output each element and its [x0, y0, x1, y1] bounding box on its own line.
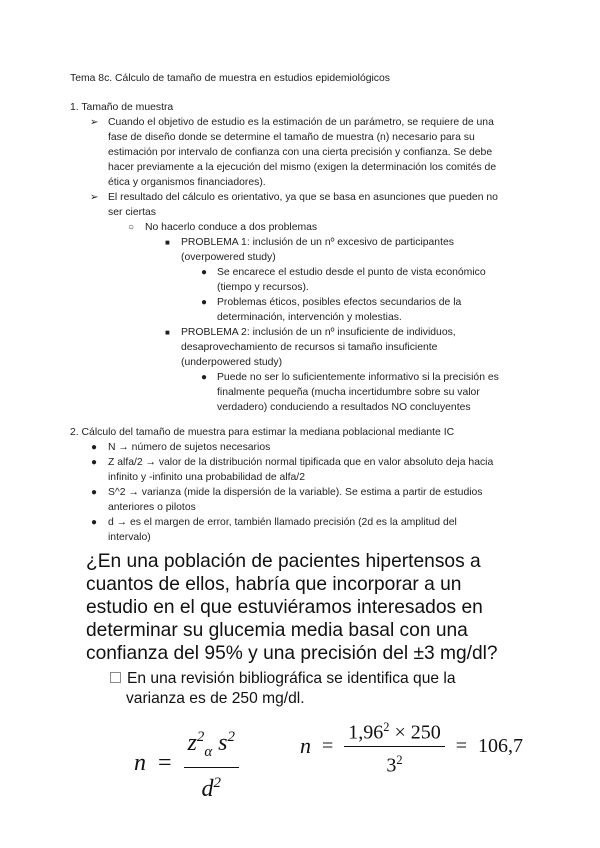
- section-1-heading: 1. Tamaño de muestra: [70, 102, 174, 113]
- sub-item: No hacerlo conduce a dos problemas: [145, 222, 318, 233]
- definition-line: intervalo): [108, 532, 151, 543]
- formula-equals: =: [322, 735, 334, 758]
- formula-variable-n: n: [134, 749, 146, 776]
- question-line: cuantos de ellos, habría que incorporar a un: [86, 574, 462, 595]
- list-item-line: verdadero) conduciendo a resultados NO concluyentes: [217, 402, 471, 413]
- problem-2-line: PROBLEMA 2: inclusión de un nº insuficiente de individuos,: [181, 327, 456, 338]
- formula-fraction: $\frac{1,96^2 \times 250}{3^2}$: [344, 714, 444, 778]
- circle-bullet-icon: ○: [128, 222, 135, 233]
- paragraph-line: hacer previamente a la ejecución del mismo (exigen la determinación los comités de: [108, 162, 497, 173]
- problem-2-line: desaprovechamiento de recursos si tamaño insuficiente: [181, 342, 438, 353]
- arrow-bullet-icon: ➢: [90, 192, 99, 203]
- question-line: determinar su glucemia media basal con una: [86, 620, 468, 641]
- definition-line: Z alfa/2 → valor de la distribución normal tipificada que en valor absoluto deja hacia: [108, 457, 494, 468]
- list-item-line: Puede no ser lo suficientemente informativo si la precisión es: [217, 372, 499, 383]
- list-item-line: Se encarece el estudio desde el punto de vista económico: [217, 267, 486, 278]
- definition-line: infinito y -infinito una probabilidad de alfa/2: [108, 472, 305, 483]
- problem-2-line: (underpowered study): [181, 357, 283, 368]
- paragraph-line: ética y organismos financiadores).: [108, 177, 266, 188]
- list-item-line: (tiempo y recursos).: [217, 282, 309, 293]
- problem-1-line: PROBLEMA 1: inclusión de un nº excesivo de participantes: [181, 237, 454, 248]
- formula-variable-n: n: [300, 733, 311, 759]
- question-line: confianza del 95% y una precisión del ±3 mg/dl?: [86, 643, 498, 664]
- square-bullet-icon: [110, 672, 121, 683]
- paragraph-line: El resultado del cálculo es orientativo, ya que se basa en asunciones que pueden no: [108, 192, 498, 203]
- definition-line: S^2 → varianza (mide la dispersión de la variable). Se estima a partir de estudios: [108, 487, 483, 498]
- square-bullet-icon: ■: [165, 238, 170, 247]
- answer-line: varianza es de 250 mg/dl.: [126, 690, 305, 707]
- problem-1-line: (overpowered study): [181, 252, 276, 263]
- dot-bullet-icon: ●: [91, 487, 98, 498]
- paragraph-line: Cuando el objetivo de estudio es la estimación de un parámetro, se requiere de una: [108, 117, 494, 128]
- dot-bullet-icon: ●: [91, 457, 98, 468]
- definition-line: d → es el margen de error, también llamado precisión (2d es la amplitud del: [108, 517, 457, 528]
- list-item-line: finalmente pequeña (mucha incertidumbre sobre su valor: [217, 387, 480, 398]
- list-item-line: determinación, intervención y molestias.: [217, 312, 402, 323]
- dot-bullet-icon: ●: [201, 267, 208, 278]
- document-title: Tema 8c. Cálculo de tamaño de muestra en estudios epidemiológicos: [70, 73, 390, 84]
- formula-equals: =: [158, 749, 172, 776]
- square-bullet-icon: ■: [165, 328, 170, 337]
- dot-bullet-icon: ●: [201, 372, 208, 383]
- dot-bullet-icon: ●: [91, 517, 98, 528]
- question-line: estudio en el que estuviéramos interesados en: [86, 597, 483, 618]
- dot-bullet-icon: ●: [201, 297, 208, 308]
- arrow-bullet-icon: ➢: [90, 117, 99, 128]
- definition-line: N → número de sujetos necesarios: [108, 442, 271, 453]
- answer-line: En una revisión bibliográfica se identifica que la: [110, 669, 456, 689]
- paragraph-line: fase de diseño donde se determine el tamaño de muestra (n) necesario para su: [108, 132, 475, 143]
- formula-result: 106,7: [478, 735, 524, 758]
- list-item-line: Problemas éticos, posibles efectos secundarios de la: [217, 297, 462, 308]
- formula-calculation: [300, 714, 523, 778]
- definition-line: anteriores o pilotos: [108, 502, 196, 513]
- paragraph-line: estimación por intervalo de confianza con una cierta precisión y confianza. Se debe: [108, 147, 493, 158]
- question-line: ¿En una población de pacientes hipertensos a: [86, 551, 481, 572]
- dot-bullet-icon: ●: [91, 442, 98, 453]
- formula-fraction: $\frac{z^2_\alpha s^2}{d^2}$: [184, 722, 239, 804]
- section-2-heading: 2. Cálculo del tamaño de muestra para estimar la mediana poblacional mediante IC: [70, 427, 455, 438]
- paragraph-line: ser ciertas: [108, 207, 156, 218]
- formula-equals: =: [455, 735, 468, 758]
- formula-sample-size: [134, 722, 239, 804]
